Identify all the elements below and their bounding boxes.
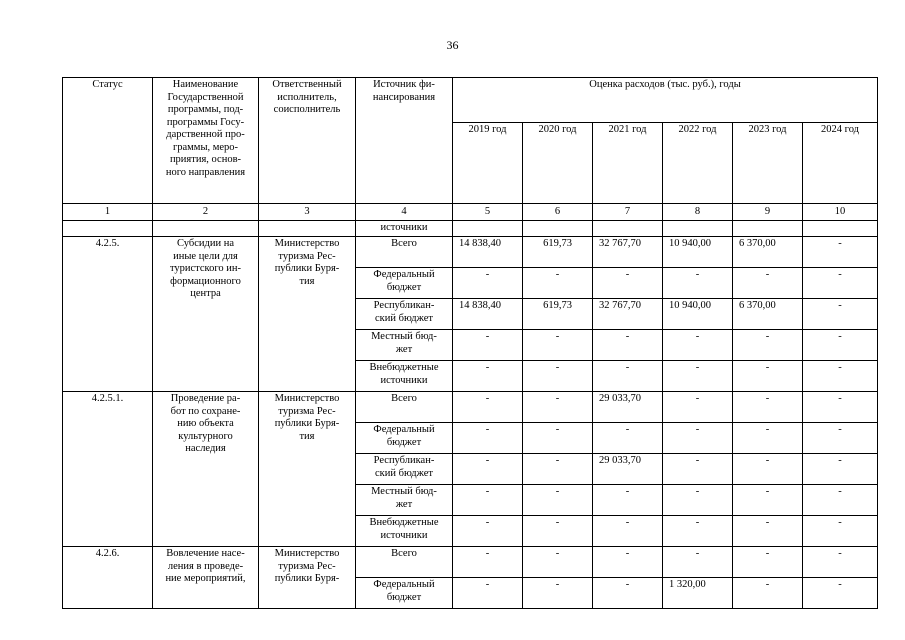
expense-value: -	[733, 578, 803, 609]
group-name: Проведение ра- бот по сохране- нию объекта культурного наследия	[153, 392, 259, 547]
expense-value: -	[593, 361, 663, 392]
header-expenses: Оценка расходов (тыс. руб.), годы	[453, 78, 878, 123]
expense-value: -	[803, 516, 878, 547]
table-row	[63, 392, 878, 423]
expense-value: -	[803, 423, 878, 454]
column-number: 2	[153, 204, 259, 221]
expense-value: -	[593, 547, 663, 578]
header-name: Наименование Государственной программы, под- программы Госу- дарственной про- граммы, меро- приятия, основ- ного направления	[153, 78, 259, 204]
expense-value: -	[803, 299, 878, 330]
expense-value: -	[733, 516, 803, 547]
expense-value: -	[593, 330, 663, 361]
column-number: 7	[593, 204, 663, 221]
expense-value: -	[663, 547, 733, 578]
expense-value: -	[453, 578, 523, 609]
expense-value: -	[803, 361, 878, 392]
funding-source: Внебюджетные источники	[356, 516, 453, 547]
table-row	[63, 547, 878, 578]
expense-value: -	[803, 547, 878, 578]
expense-value: -	[593, 423, 663, 454]
expense-value: 6 370,00	[733, 237, 803, 268]
expense-value: -	[453, 330, 523, 361]
expense-value: 619,73	[523, 299, 593, 330]
header-year: 2021 год	[593, 123, 663, 204]
expense-value: -	[523, 516, 593, 547]
expense-value: -	[663, 361, 733, 392]
funding-source: Внебюджетные источники	[356, 361, 453, 392]
expense-value: -	[523, 423, 593, 454]
empty-cell	[593, 221, 663, 237]
empty-cell	[733, 221, 803, 237]
expense-value: -	[453, 268, 523, 299]
expense-value: 32 767,70	[593, 299, 663, 330]
continuation-row	[63, 221, 878, 237]
empty-cell	[523, 221, 593, 237]
expense-value: -	[803, 454, 878, 485]
expense-value: 10 940,00	[663, 237, 733, 268]
expense-value: -	[663, 485, 733, 516]
expense-value: -	[453, 361, 523, 392]
column-number: 8	[663, 204, 733, 221]
expense-value: 10 940,00	[663, 299, 733, 330]
empty-cell	[63, 221, 153, 237]
expense-value: -	[733, 361, 803, 392]
header-year: 2023 год	[733, 123, 803, 204]
expense-value: -	[733, 454, 803, 485]
expense-value: -	[663, 392, 733, 423]
expense-value: -	[523, 330, 593, 361]
expense-value: -	[453, 516, 523, 547]
header-year: 2020 год	[523, 123, 593, 204]
group-status: 4.2.5.1.	[63, 392, 153, 547]
continuation-source: источники	[356, 221, 453, 237]
expense-value: -	[733, 485, 803, 516]
expense-value: 29 033,70	[593, 454, 663, 485]
expense-value: -	[733, 547, 803, 578]
expense-value: -	[523, 454, 593, 485]
expense-value: -	[593, 268, 663, 299]
expense-value: -	[803, 485, 878, 516]
expense-value: -	[523, 578, 593, 609]
header-year: 2022 год	[663, 123, 733, 204]
group-responsible: Министерство туризма Рес- публики Буря- тия	[259, 237, 356, 392]
group-responsible: Министерство туризма Рес- публики Буря- тия	[259, 392, 356, 547]
expense-value: -	[453, 423, 523, 454]
expense-value: -	[663, 423, 733, 454]
funding-source: Всего	[356, 237, 453, 268]
column-number: 1	[63, 204, 153, 221]
expense-value: -	[803, 392, 878, 423]
group-status: 4.2.5.	[63, 237, 153, 392]
header-responsible: Ответственный исполнитель, соисполнитель	[259, 78, 356, 204]
expense-value: -	[593, 516, 663, 547]
column-number: 4	[356, 204, 453, 221]
expense-value: -	[733, 392, 803, 423]
expense-value: -	[453, 547, 523, 578]
column-number: 5	[453, 204, 523, 221]
expense-value: -	[803, 268, 878, 299]
expense-value: -	[733, 423, 803, 454]
page-number: 36	[446, 38, 459, 52]
expense-value: -	[453, 454, 523, 485]
expense-value: -	[803, 330, 878, 361]
budget-table	[62, 77, 878, 609]
funding-source: Республикан- ский бюджет	[356, 299, 453, 330]
column-number: 6	[523, 204, 593, 221]
group-status: 4.2.6.	[63, 547, 153, 609]
column-number: 3	[259, 204, 356, 221]
header-row	[63, 78, 878, 123]
empty-cell	[663, 221, 733, 237]
table-body	[63, 78, 878, 609]
expense-value: 32 767,70	[593, 237, 663, 268]
funding-source: Местный бюд- жет	[356, 330, 453, 361]
column-number: 9	[733, 204, 803, 221]
group-name: Вовлечение насе- ления в проведе- ние мероприятий,	[153, 547, 259, 609]
expense-value: -	[523, 392, 593, 423]
funding-source: Федеральный бюджет	[356, 423, 453, 454]
expense-value: 6 370,00	[733, 299, 803, 330]
expense-value: -	[453, 485, 523, 516]
expense-value: -	[663, 268, 733, 299]
column-number: 10	[803, 204, 878, 221]
expense-value: 619,73	[523, 237, 593, 268]
empty-cell	[453, 221, 523, 237]
empty-cell	[259, 221, 356, 237]
group-name: Субсидии на иные цели для туристского ин- формационного центра	[153, 237, 259, 392]
expense-value: -	[733, 330, 803, 361]
expense-value: 29 033,70	[593, 392, 663, 423]
expense-value: -	[663, 330, 733, 361]
group-responsible: Министерство туризма Рес- публики Буря-	[259, 547, 356, 609]
expense-value: 14 838,40	[453, 237, 523, 268]
expense-value: -	[663, 454, 733, 485]
expense-value: -	[803, 237, 878, 268]
expense-value: -	[663, 516, 733, 547]
funding-source: Местный бюд- жет	[356, 485, 453, 516]
expense-value: -	[593, 578, 663, 609]
table-row	[63, 237, 878, 268]
expense-value: -	[523, 268, 593, 299]
expense-value: -	[453, 392, 523, 423]
empty-cell	[153, 221, 259, 237]
column-numbers-row	[63, 204, 878, 221]
funding-source: Республикан- ский бюджет	[356, 454, 453, 485]
funding-source: Всего	[356, 392, 453, 423]
funding-source: Федеральный бюджет	[356, 578, 453, 609]
header-source: Источник фи- нансирования	[356, 78, 453, 204]
expense-value: -	[593, 485, 663, 516]
expense-value: -	[733, 268, 803, 299]
expense-value: 1 320,00	[663, 578, 733, 609]
funding-source: Всего	[356, 547, 453, 578]
header-year: 2019 год	[453, 123, 523, 204]
expense-value: -	[523, 547, 593, 578]
expense-value: -	[803, 578, 878, 609]
expense-value: -	[523, 485, 593, 516]
header-year: 2024 год	[803, 123, 878, 204]
header-status: Статус	[63, 78, 153, 204]
expense-value: -	[523, 361, 593, 392]
expense-value: 14 838,40	[453, 299, 523, 330]
funding-source: Федеральный бюджет	[356, 268, 453, 299]
empty-cell	[803, 221, 878, 237]
